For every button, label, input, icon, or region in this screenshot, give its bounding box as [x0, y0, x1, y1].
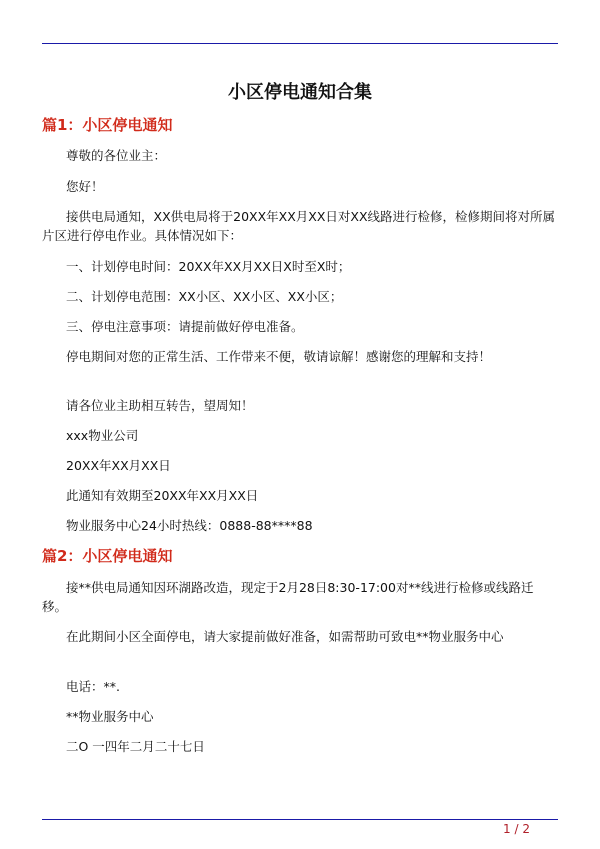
paragraph: 接**供电局通知因环湖路改造，现定于2月28日8:30-17:00对**线进行检修或线路迁移。	[42, 580, 534, 614]
paragraph: 您好！	[66, 179, 104, 194]
paragraph: 电话：**.	[66, 679, 120, 694]
document-title: 小区停电通知合集	[228, 82, 372, 103]
paragraph: 三、停电注意事项：请提前做好停电准备。	[66, 319, 304, 334]
paragraph: 在此期间小区全面停电，请大家提前做好准备，如需帮助可致电**物业服务中心	[66, 629, 504, 644]
paragraph: 尊敬的各位业主：	[66, 148, 167, 163]
paragraph: 物业服务中心24小时热线：0888-88****88	[66, 518, 313, 533]
header-rule	[42, 43, 558, 44]
paragraph: 二、计划停电范围：XX小区、XX小区、XX小区；	[66, 289, 343, 304]
paragraph: 一、计划停电时间：20XX年XX月XX日X时至X时；	[66, 259, 351, 274]
footer-rule	[42, 819, 558, 820]
paragraph: 20XX年XX月XX日	[66, 458, 171, 473]
paragraph: 接供电局通知，XX供电局将于20XX年XX月XX日对XX线路进行检修，检修期间将对所属片区进行停电作业。具体情况如下：	[42, 209, 556, 243]
section-heading-1: 篇1：小区停电通知	[42, 116, 173, 134]
paragraph: 停电期间对您的正常生活、工作带来不便，敬请谅解！感谢您的理解和支持！	[66, 349, 492, 364]
paragraph: xxx物业公司	[66, 428, 139, 443]
paragraph: 此通知有效期至20XX年XX月XX日	[66, 488, 259, 503]
page-number: 1 / 2	[503, 822, 530, 836]
section-heading-2: 篇2：小区停电通知	[42, 547, 173, 565]
paragraph: 二O 一四年二月二十七日	[66, 739, 205, 754]
paragraph: 请各位业主助相互转告，望周知！	[66, 398, 254, 413]
paragraph: **物业服务中心	[66, 709, 154, 724]
